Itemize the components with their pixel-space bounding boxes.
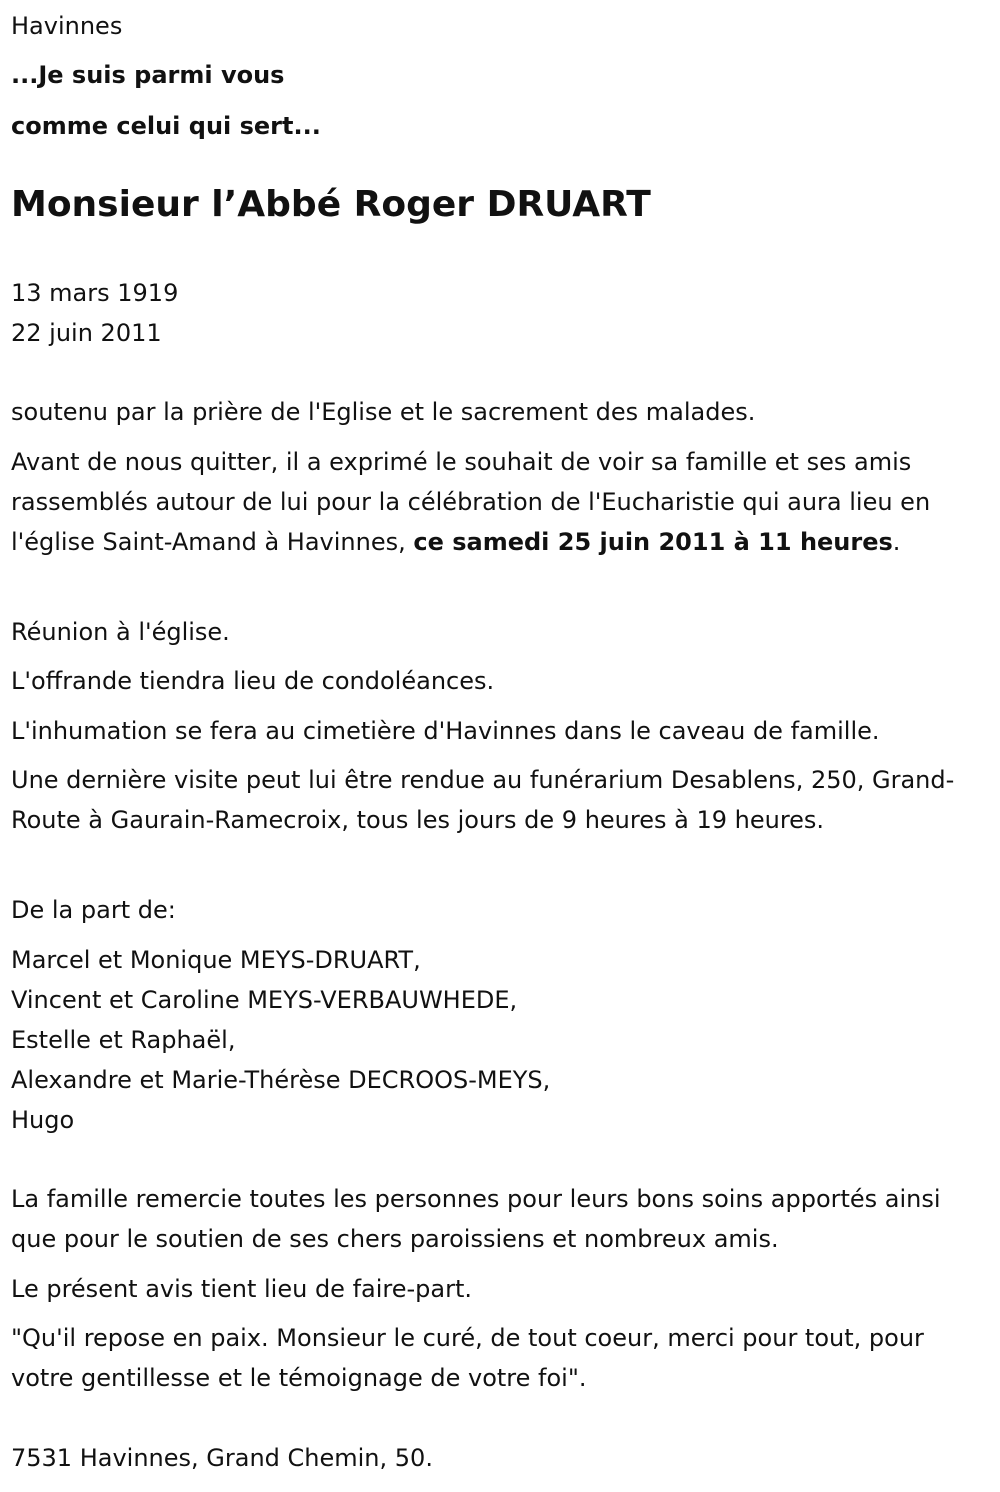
sacrament-text: soutenu par la prière de l'Eglise et le sacrement des malades. [11, 398, 756, 426]
ceremony-date: ce samedi 25 juin 2011 à 11 heures [413, 528, 893, 556]
meeting-text: Réunion à l'église. [11, 618, 230, 646]
motto-line-2: comme celui qui sert... [11, 112, 321, 140]
thanks-text: La famille remercie toutes les personnes pour leurs bons soins apportés ainsi que pour le soutien de ses chers paroissiens et nombreux amis. [11, 1185, 941, 1253]
ceremony-intro: Avant de nous quitter, il a exprimé le souhait de voir sa famille et ses amis rassemblés autour de lui pour la célébration de l'Eucharistie qui aura lieu en l'église Saint-Amand à Havinnes, [11, 448, 931, 556]
location-header: Havinnes [11, 12, 123, 40]
deceased-name: Monsieur l’Abbé Roger DRUART [11, 184, 651, 225]
family-member: Vincent et Caroline MEYS-VERBAUWHEDE, [11, 986, 518, 1014]
family-member: Marcel et Monique MEYS-DRUART, [11, 946, 421, 974]
offering-text: L'offrande tiendra lieu de condoléances. [11, 667, 495, 695]
notice-text: Le présent avis tient lieu de faire-part. [11, 1275, 473, 1303]
death-date: 22 juin 2011 [11, 319, 162, 347]
ceremony-paragraph [11, 442, 986, 562]
motto-line-1: ...Je suis parmi vous [11, 61, 285, 89]
burial-text: L'inhumation se fera au cimetière d'Havinnes dans le caveau de famille. [11, 717, 880, 745]
family-member: Hugo [11, 1106, 75, 1134]
birth-date: 13 mars 1919 [11, 279, 179, 307]
visit-text: Une dernière visite peut lui être rendue au funérarium Desablens, 250, Grand-Route à Gaurain-Ramecroix, tous les jours de 9 heures à 19 heures. [11, 766, 955, 834]
quote-text: "Qu'il repose en paix. Monsieur le curé, de tout coeur, merci pour tout, pour votre gentillesse et le témoignage de votre foi". [11, 1324, 924, 1392]
address-text: 7531 Havinnes, Grand Chemin, 50. [11, 1444, 433, 1472]
family-list [11, 940, 550, 1140]
from-label: De la part de: [11, 896, 176, 924]
ceremony-end: . [892, 528, 901, 556]
family-member: Alexandre et Marie-Thérèse DECROOS-MEYS, [11, 1066, 551, 1094]
family-member: Estelle et Raphaël, [11, 1026, 236, 1054]
